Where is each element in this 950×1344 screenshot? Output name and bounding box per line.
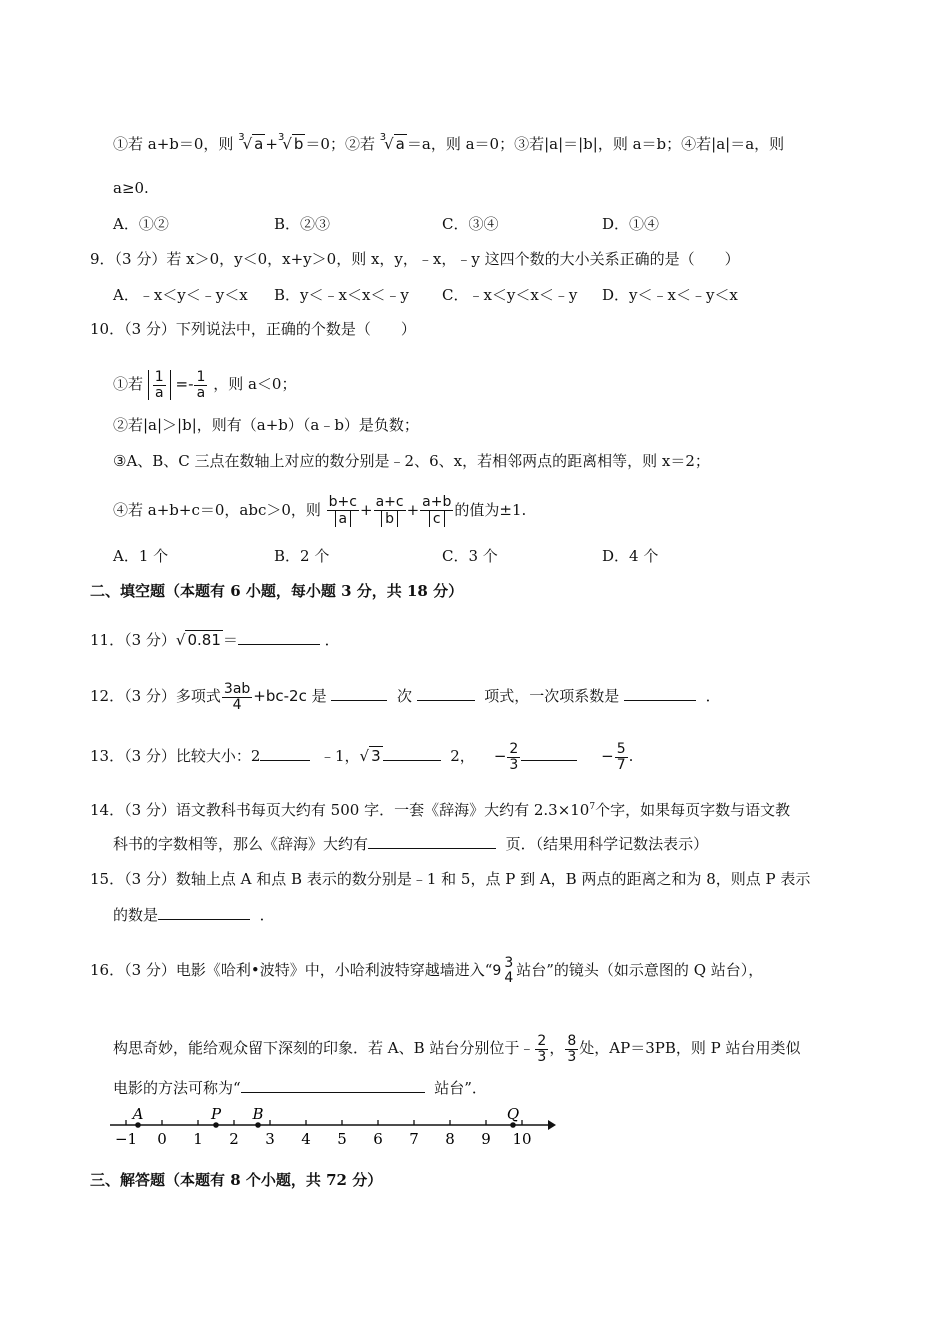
q8-cuberoot-b: $^3$√ b xyxy=(277,132,304,153)
section2-heading: 二、填空题（本题有 6 小题，每小题 3 分，共 18 分） xyxy=(90,582,464,600)
q13: 13．（3 分）比较大小：2 ﹣1，√ 3 2， − $\frac{2}{3}$ − $\frac{5}{7}$ . xyxy=(90,740,634,773)
number-line-arrow xyxy=(548,1120,556,1130)
q9-stem: 9．（3 分）若 x＞0，y＜0，x+y＞0，则 x，y，﹣x，﹣y 这四个数的大小关系正确的是（ ） xyxy=(90,250,740,268)
q9-option-d: D．y＜﹣x＜﹣y＜x xyxy=(602,286,738,304)
q10-term2: $\frac{a+c}{b}$ xyxy=(375,494,404,527)
section3-heading: 三、解答题（本题有 8 个小题，共 72 分） xyxy=(90,1171,383,1189)
q15-line2: 的数是 ． xyxy=(113,906,275,924)
q8-option-b: B．②③ xyxy=(274,215,331,233)
q15-line1: 15．（3 分）数轴上点 A 和点 B 表示的数分别是﹣1 和 5，点 P 到 A，B 两点的距离之和为 8，则点 P 表示 xyxy=(90,870,811,888)
number-line-figure xyxy=(108,1104,558,1154)
q10-s1: ①若 $\frac{1}{a}$ =- $\frac{1}{a}$ ，则 a＜0； xyxy=(113,368,297,401)
q12: 12．（3 分）多项式 $\frac{3ab}{4}$ +bc-2c 是 次 项式，一次项系数是 ． xyxy=(90,680,721,713)
q16-blank[interactable] xyxy=(241,1078,425,1093)
number-line-point-a xyxy=(135,1122,141,1128)
q16-line1: 16．（3 分）电影《哈利•波特》中，小哈利波特穿越墙进入“9 3 4 站台”的镜头（如示意图的 Q 站台）， xyxy=(90,955,764,986)
q13-blank-2[interactable] xyxy=(383,746,441,761)
q8-s1-tail: ＝0；②若 xyxy=(305,135,375,153)
q12-poly-frac: $\frac{3ab}{4}$ xyxy=(223,680,251,713)
q8-cont: a≥0. xyxy=(113,179,149,197)
number-line-tick-label: 0 xyxy=(157,1130,167,1148)
q8-option-a: A．①② xyxy=(113,215,169,233)
number-line-point-p xyxy=(213,1122,219,1128)
q12-blank-1[interactable] xyxy=(331,686,387,701)
q12-blank-2[interactable] xyxy=(417,686,475,701)
q10-stem: 10．（3 分）下列说法中，正确的个数是（ ） xyxy=(90,320,416,338)
number-line-tick-label: 3 xyxy=(265,1130,275,1148)
number-line-point-label-a: A xyxy=(132,1105,144,1123)
number-line-point-label-p: P xyxy=(210,1105,222,1123)
q9-option-a: A．﹣x＜y＜﹣y＜x xyxy=(113,286,248,304)
q8-s2-tail: ＝a，则 a＝0；③若|a|＝|b|，则 a＝b；④若|a|＝a，则 xyxy=(406,135,785,153)
q10-s4: ④若 a+b+c＝0，abc＞0，则 $\frac{b+c}{a}$ + $\frac{a+c}{b}$ + $\frac{a+b}{c}$ 的值为±1. xyxy=(113,494,527,527)
q9-option-b: B．y＜﹣x＜x＜﹣y xyxy=(274,286,409,304)
number-line-tick-label: 5 xyxy=(337,1130,347,1148)
q11-blank[interactable] xyxy=(238,630,320,645)
q16-mixed-frac: 3 4 xyxy=(504,955,514,986)
q10-option-a: A．1 个 xyxy=(113,547,169,565)
number-line-point-b xyxy=(255,1122,261,1128)
q16-frac-1: $\frac{2}{3}$ xyxy=(537,1032,547,1065)
q8-cuberoot-a: $^3$√ a xyxy=(238,132,264,153)
q8-statements-line: ①若 a+b＝0，则 $^3$√ a +$^3$√ b ＝0；②若 $^3$√ a ＝a，则 a＝0；③若|a|＝|b|，则 a＝b；④若|a|＝a，则 xyxy=(113,132,785,153)
q16-frac-2: $\frac{8}{3}$ xyxy=(567,1032,577,1065)
number-line-tick-label: 4 xyxy=(301,1130,311,1148)
q9-option-c: C．﹣x＜y＜x＜﹣y xyxy=(442,286,578,304)
q13-sqrt: √ 3 xyxy=(359,747,381,765)
q10-option-b: B．2 个 xyxy=(274,547,330,565)
number-line-point-label-b: B xyxy=(252,1105,264,1123)
q14-line1: 14．（3 分）语文教科书每页大约有 500 字．一套《辞海》大约有 $2.3\times 10^7$个字，如果每页字数与语文教 xyxy=(90,801,791,819)
q14-line2: 科书的字数相等，那么《辞海》大约有 页．（结果用科学记数法表示） xyxy=(113,835,709,853)
number-line-tick-label: 9 xyxy=(481,1130,491,1148)
number-line-tick-label: 2 xyxy=(229,1130,239,1148)
q16-line3: 电影的方法可称为“ 站台”． xyxy=(113,1079,487,1097)
q15-blank[interactable] xyxy=(158,905,250,920)
q13-blank-1[interactable] xyxy=(260,746,310,761)
q10-option-c: C．3 个 xyxy=(442,547,498,565)
number-line-tick-label: 8 xyxy=(445,1130,455,1148)
q13-frac-1: $\frac{2}{3}$ xyxy=(509,740,519,773)
number-line-tick-label: 7 xyxy=(409,1130,419,1148)
number-line-tick-label: 10 xyxy=(512,1130,532,1148)
q13-blank-3[interactable] xyxy=(521,746,577,761)
q10-option-d: D．4 个 xyxy=(602,547,659,565)
q14-blank[interactable] xyxy=(368,834,496,849)
q10-abs-frac: $\frac{1}{a}$ xyxy=(148,370,171,400)
q10-s2: ②若|a|＞|b|，则有（a+b）（a﹣b）是负数； xyxy=(113,416,419,434)
q13-frac-2: $\frac{5}{7}$ xyxy=(616,740,626,773)
q8-s1: ①若 a+b＝0，则 xyxy=(113,135,234,153)
q8-option-d: D．①④ xyxy=(602,215,660,233)
number-line-tick-label: −1 xyxy=(114,1130,138,1148)
q16-line2: 构思奇妙，能给观众留下深刻的印象．若 A、B 站台分别位于﹣ $\frac{2}{3}$ ， $\frac{8}{3}$ 处，AP＝3PB，则 P 站台用类似 xyxy=(113,1032,801,1065)
q10-neg-frac: $\frac{1}{a}$ xyxy=(196,368,206,401)
q11-sqrt: √ 0.81 xyxy=(175,631,221,649)
number-line-tick-label: 1 xyxy=(193,1130,203,1148)
q8-option-c: C．③④ xyxy=(442,215,499,233)
number-line-point-label-q: Q xyxy=(506,1105,520,1123)
number-line-point-q xyxy=(510,1122,516,1128)
number-line-tick-label: 6 xyxy=(373,1130,383,1148)
q8-cuberoot-a2: $^3$√ a xyxy=(379,132,405,153)
q10-s3: ③A、B、C 三点在数轴上对应的数分别是﹣2、6、x，若相邻两点的距离相等，则 x＝2； xyxy=(113,452,710,470)
q10-term1: $\frac{b+c}{a}$ xyxy=(328,494,357,527)
q10-term3: $\frac{a+b}{c}$ xyxy=(422,494,452,527)
q12-blank-3[interactable] xyxy=(624,686,696,701)
q11: 11．（3 分）√ 0.81 ＝ ． xyxy=(90,631,340,649)
